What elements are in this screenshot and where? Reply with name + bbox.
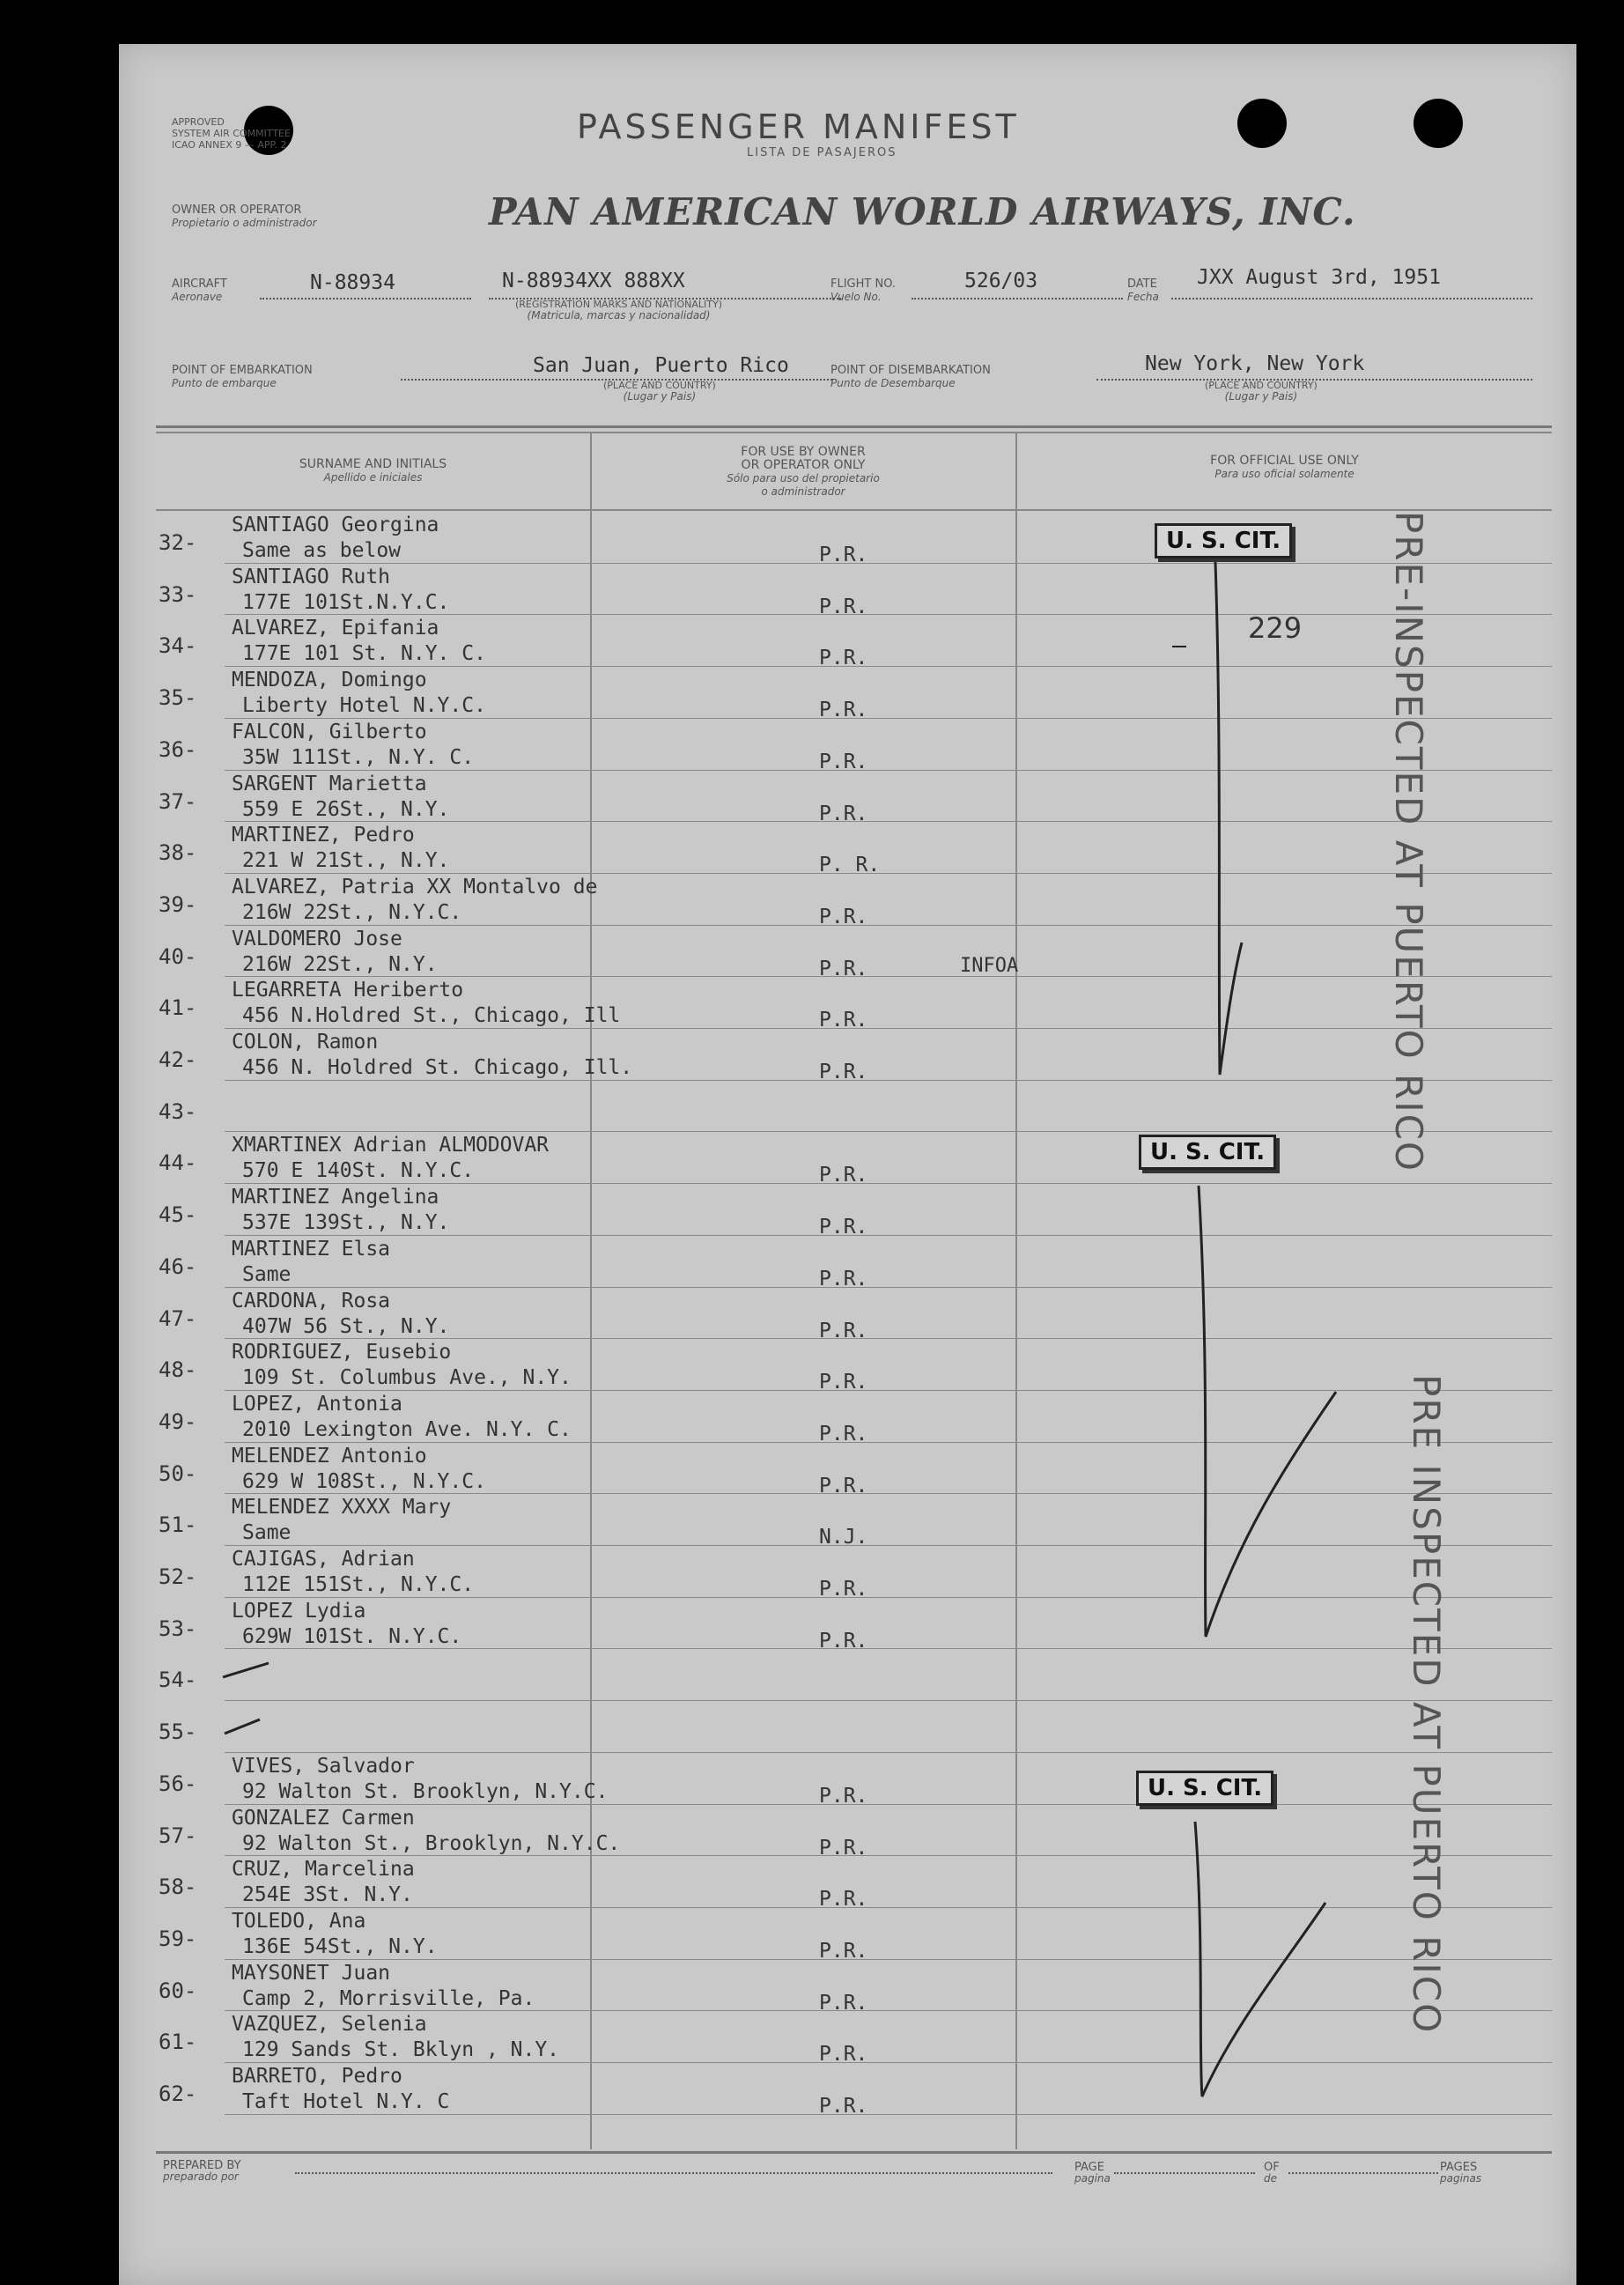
aircraft-value: N-88934	[310, 271, 395, 294]
row-number: 50-	[159, 1460, 197, 1486]
row-number: 44-	[159, 1150, 197, 1176]
passenger-name: GONZALEZ Carmen	[232, 1806, 415, 1830]
prepared-underline	[295, 2172, 1052, 2174]
embark-note: (PLACE AND COUNTRY) (Lugar y Pais)	[603, 380, 716, 403]
passenger-name: LOPEZ Lydia	[232, 1599, 366, 1623]
owner-mark: P.R.	[819, 1578, 868, 1601]
aircraft-label: AIRCRAFT Aeronave	[172, 277, 227, 303]
passenger-name: RODRIGUEZ, Eusebio	[232, 1341, 452, 1364]
registration-note: (REGISTRATION MARKS AND NATIONALITY) (Matricula, marcas y nacionalidad)	[515, 299, 723, 322]
passenger-name: ALVAREZ, Epifania	[232, 617, 439, 640]
col-surname-header: SURNAME AND INITIALS Apellido e iniciales	[299, 457, 447, 484]
passenger-name: FALCON, Gilberto	[232, 720, 427, 743]
passenger-name: MELENDEZ Antonio	[232, 1444, 427, 1468]
disembark-label: POINT OF DISEMBARKATION Punto de Desembarque	[830, 364, 991, 389]
date-label: DATE Fecha	[1127, 277, 1159, 303]
disembark-value: New York, New York	[1145, 352, 1365, 375]
passenger-name: VAZQUEZ, Selenia	[232, 2013, 427, 2037]
company-name: PAN AMERICAN WORLD AIRWAYS, INC.	[489, 190, 1356, 233]
passenger-name: CARDONA, Rosa	[232, 1289, 391, 1313]
pages-label: PAGES paginas	[1440, 2161, 1482, 2185]
passenger-name: CAJIGAS, Adrian	[232, 1548, 415, 1571]
passenger-name: XMARTINEX Adrian ALMODOVAR	[232, 1134, 550, 1157]
owner-mark: P.R.	[819, 1888, 868, 1912]
owner-mark: P.R.	[819, 1422, 868, 1446]
passenger-address: Same	[242, 1521, 292, 1545]
row-number: 54-	[159, 1668, 197, 1693]
passenger-name: BARRETO, Pedro	[232, 2065, 402, 2088]
embark-label: POINT OF EMBARKATION Punto de embarque	[172, 364, 313, 389]
owner-mark: P.R.	[819, 1371, 868, 1394]
row-number: 47-	[159, 1305, 197, 1331]
row-number: 59-	[159, 1926, 197, 1951]
page-title: PASSENGER MANIFEST	[577, 107, 1020, 146]
owner-mark: P.R.	[819, 1009, 868, 1032]
disembark-note: (PLACE AND COUNTRY) (Lugar y Pais)	[1205, 380, 1318, 403]
slash-mark	[225, 1719, 260, 1734]
owner-mark: P. R.	[819, 854, 881, 877]
passenger-address: Taft Hotel N.Y. C	[242, 2090, 450, 2113]
owner-mark: P.R.	[819, 1939, 868, 1963]
passenger-address: 570 E 140St. N.Y.C.	[242, 1159, 475, 1183]
owner-mark: P.R.	[819, 699, 868, 722]
slash-mark	[223, 1663, 269, 1677]
row-number: 62-	[159, 2082, 197, 2106]
passenger-address: 559 E 26St., N.Y.	[242, 797, 450, 821]
form-approval-line: ICAO ANNEX 9 — APP. 2	[172, 139, 287, 151]
owner-mark: P.R.	[819, 595, 868, 618]
page-label: PAGE pagina	[1074, 2161, 1111, 2185]
passenger-name: MARTINEZ Elsa	[232, 1237, 391, 1261]
passenger-address: Same as below	[242, 539, 402, 562]
us-cit-stamp: U. S. CIT.	[1139, 1135, 1276, 1170]
passenger-name: SANTIAGO Georgina	[232, 514, 439, 536]
passenger-address: 2010 Lexington Ave. N.Y. C.	[242, 1417, 572, 1441]
owner-mark: P.R.	[819, 1629, 868, 1653]
passenger-name: MARTINEZ, Pedro	[232, 824, 415, 847]
page-subtitle: LISTA DE PASAJEROS	[747, 146, 897, 159]
manifest-page	[119, 44, 1576, 2285]
passenger-name: VALDOMERO Jose	[232, 927, 402, 950]
row-number: 61-	[159, 2030, 197, 2055]
owner-mark: P.R.	[819, 1267, 868, 1290]
page-underline	[1114, 2172, 1255, 2174]
owner-mark: P.R.	[819, 1991, 868, 2015]
owner-mark: P.R.	[819, 2095, 868, 2118]
owner-mark: N.J.	[819, 1526, 868, 1549]
col-official-header: FOR OFFICIAL USE ONLY Para uso oficial solamente	[1210, 454, 1359, 480]
passenger-address: 35W 111St., N.Y. C.	[242, 745, 475, 769]
passenger-name: TOLEDO, Ana	[232, 1909, 366, 1933]
owner-mark: P.R.	[819, 802, 868, 825]
passenger-address: 216W 22St., N.Y.	[242, 952, 438, 976]
row-number: 49-	[159, 1409, 197, 1434]
preinspected-stamp: PRE INSPECTED AT PUERTO RICO	[1405, 1374, 1448, 2035]
passenger-name: VIVES, Salvador	[232, 1754, 415, 1778]
passenger-address: 129 Sands St. Bklyn , N.Y.	[242, 2038, 560, 2062]
row-number: 60-	[159, 1978, 197, 2003]
prepared-by: PREPARED BY preparado por	[163, 2159, 241, 2183]
flight-label: FLIGHT NO. Vuelo No.	[830, 277, 897, 303]
owner-mark: P.R.	[819, 750, 868, 773]
owner-mark: P.R.	[819, 1836, 868, 1860]
row-number: 40-	[159, 943, 197, 969]
owner-mark: P.R.	[819, 1474, 868, 1497]
passenger-name: SARGENT Marietta	[232, 772, 427, 795]
us-cit-stamp: U. S. CIT.	[1136, 1771, 1273, 1806]
row-number: 43-	[159, 1098, 197, 1124]
passenger-address: Camp 2, Morrisville, Pa.	[242, 1986, 535, 2010]
row-number: 32-	[159, 530, 197, 555]
owner-mark: P.R.	[819, 1784, 868, 1808]
row-number: 57-	[159, 1823, 197, 1848]
row-number: 46-	[159, 1253, 197, 1279]
passenger-name: MAYSONET Juan	[232, 1961, 391, 1985]
row-number: 51-	[159, 1512, 197, 1538]
passenger-address: 456 N. Holdred St. Chicago, Ill.	[242, 1056, 633, 1079]
passenger-address: 221 W 21St., N.Y.	[242, 849, 450, 873]
owner-mark: P.R.	[819, 1216, 868, 1239]
row-number: 34-	[159, 633, 197, 659]
passenger-address: 407W 56 St., N.Y.	[242, 1314, 450, 1338]
passenger-address: 177E 101St.N.Y.C.	[242, 590, 450, 614]
check-mark	[1199, 1186, 1336, 1637]
passenger-address: 456 N.Holdred St., Chicago, Ill	[242, 1004, 621, 1028]
owner-mark: P.R.	[819, 1061, 868, 1083]
owner-mark: P.R.	[819, 1164, 868, 1187]
passenger-name: COLON, Ramon	[232, 1031, 379, 1054]
owner-mark: P.R.	[819, 2043, 868, 2067]
row-number: 36-	[159, 736, 197, 762]
passenger-address: 109 St. Columbus Ave., N.Y.	[242, 1366, 572, 1390]
form-approval-line: SYSTEM AIR COMMITTEE	[172, 128, 291, 139]
of-underline	[1288, 2172, 1438, 2174]
passenger-address: 177E 101 St. N.Y. C.	[242, 642, 486, 666]
passenger-name: MARTINEZ Angelina	[232, 1186, 439, 1209]
row-number: 35-	[159, 685, 197, 711]
passenger-name: SANTIAGO Ruth	[232, 565, 391, 588]
owner-mark: P.R.	[819, 957, 868, 980]
passenger-address: 254E 3St. N.Y.	[242, 1883, 413, 1907]
row-number: 41-	[159, 995, 197, 1021]
row-number: 48-	[159, 1357, 197, 1383]
us-cit-stamp: U. S. CIT.	[1155, 523, 1292, 558]
row-number: 58-	[159, 1875, 197, 1900]
check-mark	[1195, 1822, 1325, 2096]
passenger-address: 136E 54St., N.Y.	[242, 1934, 438, 1958]
passenger-name: MELENDEZ XXXX Mary	[232, 1496, 452, 1520]
row-number: 38-	[159, 840, 197, 866]
of-label: OF de	[1264, 2161, 1280, 2185]
passenger-address: 537E 139St., N.Y.	[242, 1211, 450, 1235]
date-value: JXX August 3rd, 1951	[1197, 266, 1441, 289]
handwritten-marks	[119, 44, 1576, 2285]
row-number: 45-	[159, 1202, 197, 1228]
passenger-address: 629W 101St. N.Y.C.	[242, 1624, 462, 1648]
form-approval-line: APPROVED	[172, 116, 225, 128]
flight-value: 526/03	[964, 270, 1038, 292]
row-number: 33-	[159, 581, 197, 607]
passenger-address: 92 Walton St. Brooklyn, N.Y.C.	[242, 1779, 609, 1803]
owner-mark: P.R.	[819, 905, 868, 928]
check-mark	[1215, 562, 1242, 1075]
passenger-name: ALVAREZ, Patria XX Montalvo de	[232, 875, 598, 898]
passenger-address: 112E 151St., N.Y.C.	[242, 1573, 475, 1596]
passenger-name: CRUZ, Marcelina	[232, 1858, 415, 1882]
owner-mark: P.R.	[819, 544, 868, 566]
passenger-address: 92 Walton St., Brooklyn, N.Y.C.	[242, 1831, 621, 1855]
owner-mark: P.R.	[819, 1319, 868, 1342]
owner-mark: P.R.	[819, 647, 868, 670]
row-number: 37-	[159, 788, 197, 814]
embark-value: San Juan, Puerto Rico	[533, 354, 789, 377]
passenger-name: LEGARRETA Heriberto	[232, 979, 464, 1002]
owner-label: OWNER OR OPERATOR Propietario o administrador	[172, 203, 317, 229]
registration-value: N-88934XX 888XX	[502, 270, 685, 292]
row-number: 56-	[159, 1771, 197, 1796]
handwritten-number: 229	[1248, 611, 1303, 645]
row-number: 42-	[159, 1047, 197, 1072]
row-number: 55-	[159, 1719, 197, 1745]
row-number: 52-	[159, 1564, 197, 1589]
preinspected-stamp: PRE-INSPECTED AT PUERTO RICO	[1387, 511, 1430, 1172]
col-owner-header: FOR USE BY OWNER OR OPERATOR ONLY Sólo para uso del propietario o administrador	[727, 445, 880, 498]
row-number: 39-	[159, 891, 197, 917]
passenger-name: LOPEZ, Antonia	[232, 1392, 402, 1416]
owner-note: INFOA	[960, 954, 1019, 977]
row-number: 53-	[159, 1616, 197, 1641]
passenger-address: 216W 22St., N.Y.C.	[242, 900, 462, 924]
passenger-name: MENDOZA, Domingo	[232, 669, 427, 692]
passenger-address: Liberty Hotel N.Y.C.	[242, 694, 486, 718]
passenger-address: 629 W 108St., N.Y.C.	[242, 1469, 486, 1493]
passenger-address: Same	[242, 1262, 292, 1286]
